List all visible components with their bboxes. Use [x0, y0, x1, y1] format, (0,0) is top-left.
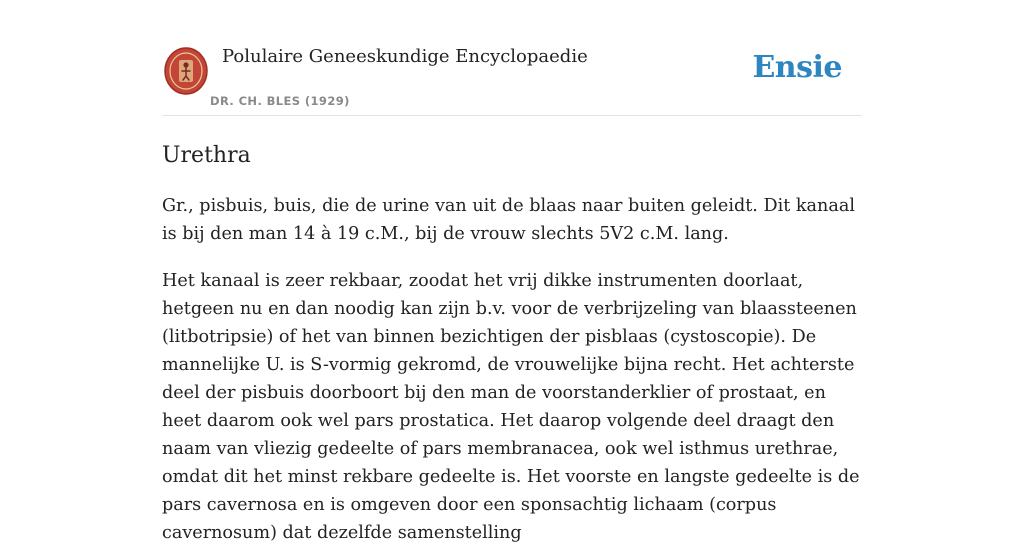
entry-title: Urethra — [162, 143, 251, 168]
entry-body — [162, 192, 862, 547]
page — [162, 0, 862, 543]
ensie-logo-link[interactable]: Ensie — [752, 50, 842, 85]
book-header — [162, 0, 862, 116]
book-cover-icon[interactable] — [164, 47, 208, 95]
entry-paragraph: Het kanaal is zeer rekbaar, zoodat het vrij dikke instrumenten doorlaat, hetgeen nu en dan noodig kan zijn b.v. voor de verbrijzeling van blaassteenen (litbotripsie) of het van binnen bezichtigen der pisblaas (cystoscopie). De mannelijke U. is S-vormig gekromd, de vrouwelijke bijna recht. Het achterste deel der pisbuis doorboort bij den man de voorstanderklier of prostaat, en heet daarom ook wel pars prostatica. Het daarop volgende deel draagt den naam van vliezig gedeelte of pars membranacea, ook wel isthmus urethrae, omdat dit het minst rekbare gedeelte is. Het voorste en langste gedeelte is de pars cavernosa en is omgeven door een sponsachtig lichaam (corpus cavernosum) dat dezelfde samenstelling — [162, 271, 860, 543]
book-title-link[interactable]: Polulaire Geneeskundige Encyclopaedie — [222, 46, 588, 67]
entry-paragraph: Gr., pisbuis, buis, die de urine van uit de blaas naar buiten geleidt. Dit kanaal is bij den man 14 à 19 c.M., bij de vrouw slechts 5V2 c.M. lang. — [162, 196, 855, 244]
book-author: DR. CH. BLES (1929) — [210, 94, 350, 108]
